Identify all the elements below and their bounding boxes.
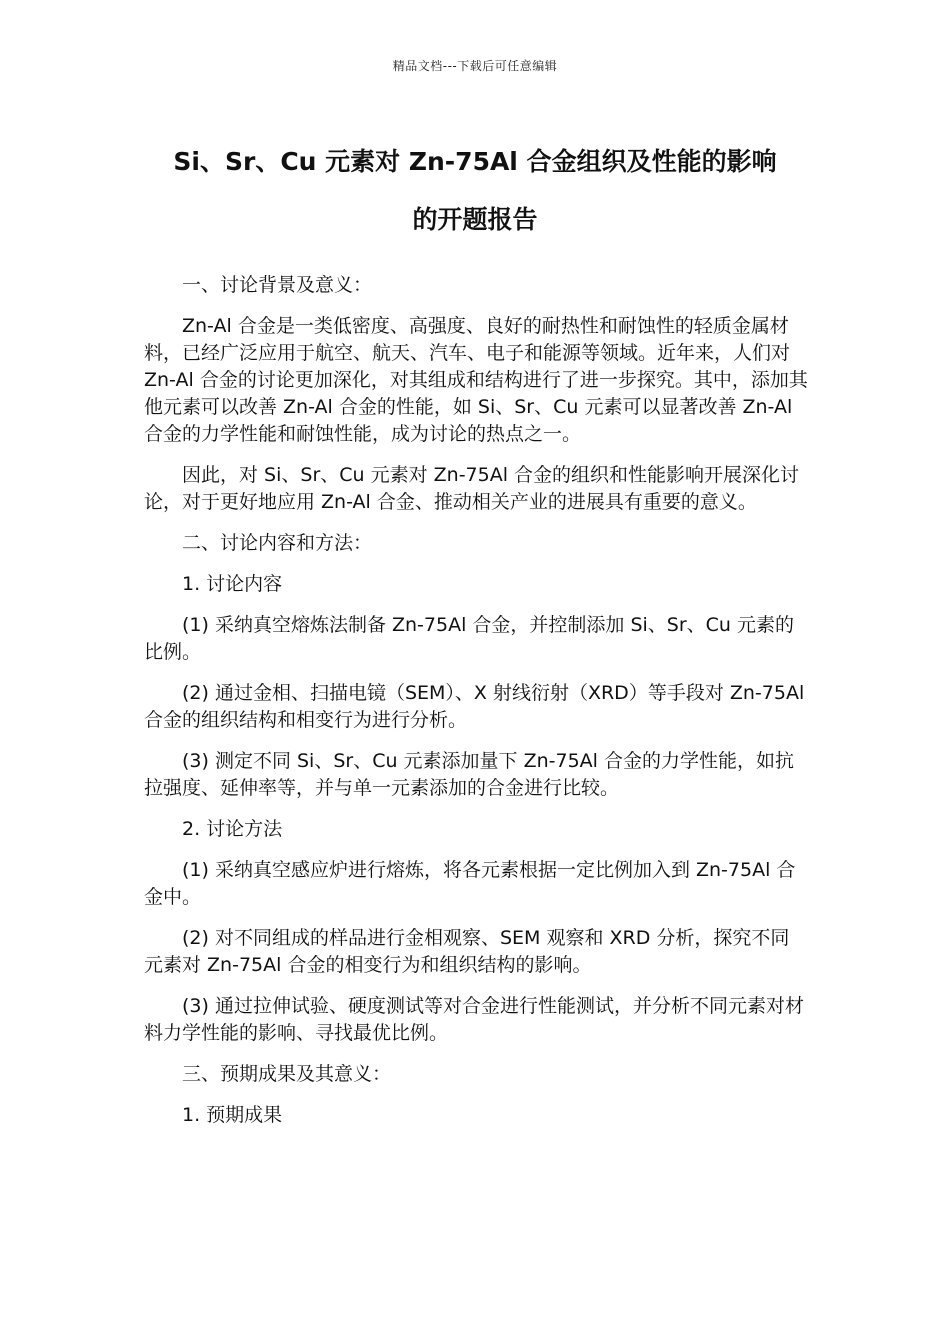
subheading-expected-results: 1. 预期成果 xyxy=(182,1104,283,1126)
title-line-2: 的开题报告 xyxy=(412,205,538,234)
content-item-3: (3) 测定不同 Si、Sr、Cu 元素添加量下 Zn-75Al 合金的力学性能，如抗拉强度、延伸率等，并与单一元素添加的合金进行比较。 xyxy=(144,750,794,799)
method-item-3: (3) 通过拉伸试验、硬度测试等对合金进行性能测试，并分析不同元素对材料力学性能的影响、寻找最优比例。 xyxy=(144,995,804,1044)
paragraph-significance: 因此，对 Si、Sr、Cu 元素对 Zn-75Al 合金的组织和性能影响开展深化讨论，对于更好地应用 Zn-Al 合金、推动相关产业的进展具有重要的意义。 xyxy=(144,464,800,513)
method-item-2: (2) 对不同组成的样品进行金相观察、SEM 观察和 XRD 分析，探究不同元素对 Zn-75Al 合金的相变行为和组织结构的影响。 xyxy=(144,927,790,976)
section-heading-content-methods: 二、讨论内容和方法： xyxy=(182,532,373,554)
title-line-1: Si、Sr、Cu 元素对 Zn-75Al 合金组织及性能的影响 xyxy=(173,147,777,176)
document-body xyxy=(144,272,808,1143)
content-item-2: (2) 通过金相、扫描电镜（SEM）、X 射线衍射（XRD）等手段对 Zn-75Al 合金的组织结构和相变行为进行分析。 xyxy=(144,682,805,731)
section-heading-background: 一、讨论背景及意义： xyxy=(182,274,373,296)
paragraph-background: Zn-Al 合金是一类低密度、高强度、良好的耐热性和耐蚀性的轻质金属材料，已经广泛应用于航空、航天、汽车、电子和能源等领域。近年来，人们对 Zn-Al 合金的讨论更加深化，对其组成和结构进行了进一步探究。其中，添加其他元素可以改善 Zn-Al 合金的性能，如 Si、Sr、Cu 元素可以显著改善 Zn-Al 合金的力学性能和耐蚀性能，成为讨论的热点之一。 xyxy=(144,315,808,445)
section-heading-expected-results: 三、预期成果及其意义： xyxy=(182,1063,392,1085)
document-title xyxy=(100,133,850,249)
method-item-1: (1) 采纳真空感应炉进行熔炼，将各元素根据一定比例加入到 Zn-75Al 合金中。 xyxy=(144,859,796,908)
header-note: 精品文档---下载后可任意编辑 xyxy=(392,59,558,73)
subheading-methods: 2. 讨论方法 xyxy=(182,818,283,840)
content-item-1: (1) 采纳真空熔炼法制备 Zn-75Al 合金，并控制添加 Si、Sr、Cu 元素的比例。 xyxy=(144,614,794,663)
subheading-content: 1. 讨论内容 xyxy=(182,573,283,595)
